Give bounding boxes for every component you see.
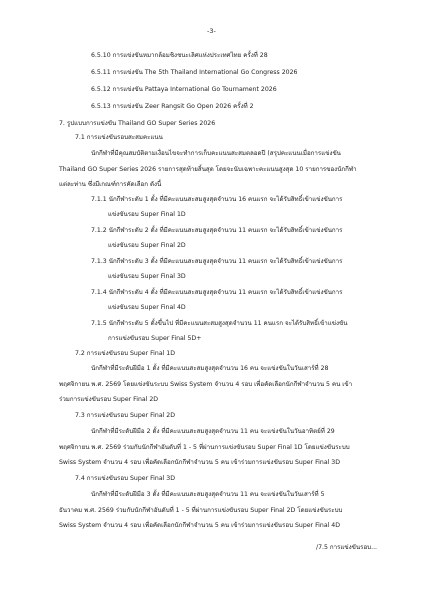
list-item: 7.1.3 นักกีฬาระดับ 3 ดั้ง ที่มีคะแนนสะสมสูงสุดจำนวน 11 คนแรก จะได้รับสิทธิ์เข้าแข่งขันการ [91,258,343,265]
paragraph-line: Swiss System จำนวน 4 รอบ เพื่อคัดเลือกนักกีฬาจำนวน 5 คน เข้าร่วมการแข่งขันรอบ Super Final 3D [59,459,340,466]
paragraph-line: พฤศจิกายน พ.ศ. 2569 โดยแข่งขันระบบ Swiss System จำนวน 4 รอบ เพื่อคัดเลือกนักกีฬาจำนวน 5 คน เข้า [59,381,353,388]
paragraph-line: พฤศจิกายน พ.ศ. 2569 ร่วมกับนักกีฬาอันดับที่ 1 - 5 ที่ผ่านการแข่งขันรอบ Super Final 1D โดยแข่งขันระบบ [59,444,350,451]
list-item: 7.1.5 นักกีฬาระดับ 5 ดั้งขึ้นไป ที่มีคะแนนสะสมสูงสุดจำนวน 11 คนแรก จะได้รับสิทธิ์เข้าแข่งขัน [91,320,348,327]
paragraph-line: Thailand GO Super Series 2026 รายการสุดท้ายสิ้นสุด โดยจะนับเฉพาะคะแนนสูงสุด 10 รายการของนักกีฬา [59,166,357,173]
paragraph-line: ร่วมการแข่งขันรอบ Super Final 2D [59,396,159,403]
subsection-heading: 7.2 การแข่งขันรอบ Super Final 1D [75,350,176,357]
paragraph-line: นักกีฬาที่มีระดับฝีมือ 1 ดั้ง ที่มีคะแนนสะสมสูงสุดจำนวน 16 คน จะแข่งขันในวันเสาร์ที่ 28 [91,365,329,372]
list-item: 6.5.10 การแข่งขันหมากล้อมชิงชนะเลิศแห่งประเทศไทย ครั้งที่ 28 [91,52,268,59]
list-item-continuation: การแข่งขันรอบ Super Final 5D+ [108,335,202,342]
list-item: 6.5.11 การแข่งขัน The 5th Thailand International Go Congress 2026 [91,69,298,76]
paragraph-line: ธันวาคม พ.ศ. 2569 ร่วมกับนักกีฬาอันดับที่ 1 - 5 ที่ผ่านการแข่งขันรอบ Super Final 2D โดยแข่งขันระบบ [59,507,343,514]
subsection-heading: 7.1 การแข่งขันรอบสะสมคะแนน [75,134,163,141]
continuation-note: /7.5 การแข่งขันรอบ... [316,544,378,551]
paragraph-line: นักกีฬาที่มีคุณสมบัติตามเงื่อนไขจะทำการเก็บคะแนนสะสมตลอดปี (สรุปคะแนนเมื่อการแข่งขัน [91,150,341,157]
list-item: 6.5.13 การแข่งขัน Zeer Rangsit Go Open 2026 ครั้งที่ 2 [91,103,254,110]
list-item: 7.1.2 นักกีฬาระดับ 2 ดั้ง ที่มีคะแนนสะสมสูงสุดจำนวน 11 คนแรก จะได้รับสิทธิ์เข้าแข่งขันการ [91,227,343,234]
subsection-heading: 7.3 การแข่งขันรอบ Super Final 2D [75,412,176,419]
list-item: 7.1.4 นักกีฬาระดับ 4 ดั้ง ที่มีคะแนนสะสมสูงสุดจำนวน 11 คนแรก จะได้รับสิทธิ์เข้าแข่งขันการ [91,289,343,296]
paragraph-line: นักกีฬาที่มีระดับฝีมือ 3 ดั้ง ที่มีคะแนนสะสมสูงสุดจำนวน 11 คน จะแข่งขันในวันเสาร์ที่ 5 [91,491,325,498]
list-item-continuation: แข่งขันรอบ Super Final 3D [108,273,186,280]
paragraph-line: นักกีฬาที่มีระดับฝีมือ 2 ดั้ง ที่มีคะแนนสะสมสูงสุดจำนวน 11 คน จะแข่งขันในวันอาทิตย์ที่ 29 [91,428,335,435]
list-item: 6.5.12 การแข่งขัน Pattaya International Go Tournament 2026 [91,86,277,93]
section-heading: 7. รูปแบบการแข่งขัน Thailand GO Super Series 2026 [59,120,216,127]
list-item-continuation: แข่งขันรอบ Super Final 4D [108,304,186,311]
subsection-heading: 7.4 การแข่งขันรอบ Super Final 3D [75,475,176,482]
list-item-continuation: แข่งขันรอบ Super Final 1D [108,211,186,218]
paragraph-line: Swiss System จำนวน 4 รอบ เพื่อคัดเลือกนักกีฬาจำนวน 5 คน เข้าร่วมการแข่งขันรอบ Super Final 4D [59,522,340,529]
list-item-continuation: แข่งขันรอบ Super Final 2D [108,242,186,249]
page-number: -3- [207,27,216,35]
list-item: 7.1.1 นักกีฬาระดับ 1 ดั้ง ที่มีคะแนนสะสมสูงสุดจำนวน 16 คนแรก จะได้รับสิทธิ์เข้าแข่งขันการ [91,196,343,203]
paragraph-line: แต่ละท่าน ซึ่งมีเกณฑ์การคัดเลือก ดังนี้ [59,181,162,188]
